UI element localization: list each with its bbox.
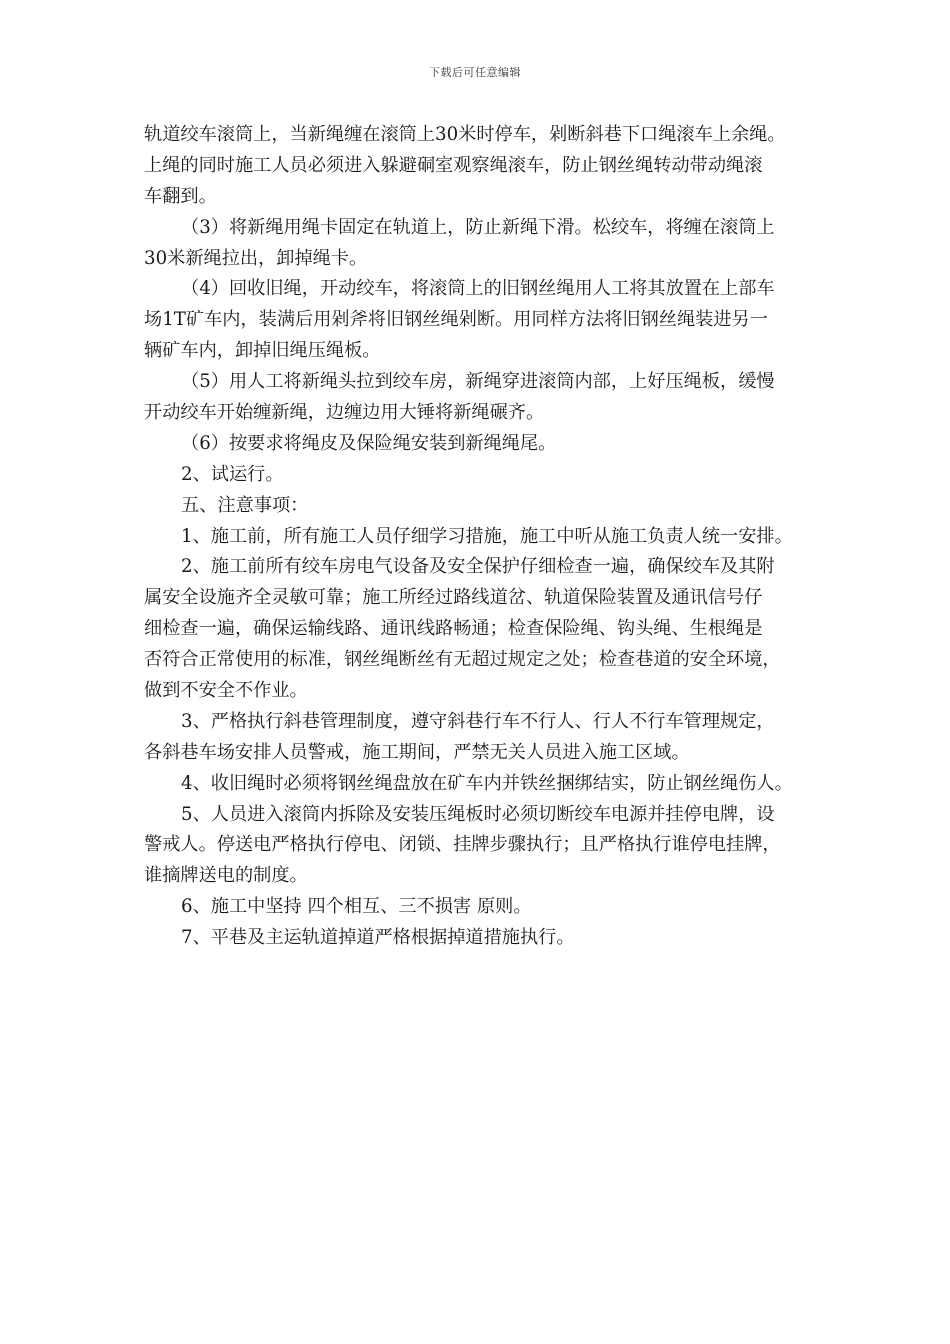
text-line: 场1T矿车内，装满后用剁斧将旧钢丝绳剁断。用同样方法将旧钢丝绳装进另一 (144, 309, 768, 331)
text-line: 开动绞车开始缠新绳，边缠边用大锤将新绳碾齐。 (144, 402, 545, 424)
text-line: （3）将新绳用绳卡固定在轨道上，防止新绳下滑。松绞车，将缠在滚筒上 (181, 216, 775, 238)
text-line: 4、收旧绳时必须将钢丝绳盘放在矿车内并铁丝捆绑结实，防止钢丝绳伤人。 (181, 772, 793, 794)
text-line: 30米新绳拉出，卸掉绳卡。 (144, 247, 368, 269)
text-line: 属安全设施齐全灵敏可靠；施工所经过路线道岔、轨道保险装置及通讯信号仔 (144, 587, 763, 609)
text-line: 2、试运行。 (181, 463, 284, 485)
text-line: （5）用人工将新绳头拉到绞车房，新绳穿进滚筒内部，上好压绳板，缓慢 (181, 371, 775, 393)
text-line: （6）按要求将绳皮及保险绳安装到新绳绳尾。 (181, 432, 557, 454)
text-line: 否符合正常使用的标准，钢丝绳断丝有无超过规定之处；检查巷道的安全环境， (144, 649, 781, 671)
text-line: 做到不安全不作业。 (144, 680, 308, 702)
text-line: 谁摘牌送电的制度。 (144, 865, 308, 887)
section-heading: 五、注意事项： (181, 494, 309, 516)
text-line: 细检查一遍，确保运输线路、通讯线路畅通；检查保险绳、钩头绳、生根绳是 (144, 618, 763, 640)
document-body (144, 120, 816, 954)
text-line: 各斜巷车场安排人员警戒，施工期间，严禁无关人员进入施工区域。 (144, 741, 690, 763)
text-line: 轨道绞车滚筒上，当新绳缠在滚筒上30米时停车，剁断斜巷下口绳滚车上余绳。 (144, 124, 786, 145)
text-line: 2、施工前所有绞车房电气设备及安全保护仔细检查一遍，确保绞车及其附 (181, 556, 775, 578)
page-header: 下载后可任意编辑 (429, 66, 521, 79)
text-line: 警戒人。停送电严格执行停电、闭锁、挂牌步骤执行；且严格执行谁停电挂牌， (144, 834, 781, 856)
text-line: 辆矿车内，卸掉旧绳压绳板。 (144, 340, 381, 362)
text-line: 车翻到。 (144, 185, 217, 207)
text-line: 6、施工中坚持 四个相互、三不损害 原则。 (181, 896, 532, 918)
text-line: （4）回收旧绳，开动绞车，将滚筒上的旧钢丝绳用人工将其放置在上部车 (181, 278, 775, 300)
text-line: 7、平巷及主运轨道掉道严格根据掉道措施执行。 (181, 927, 575, 949)
text-line: 上绳的同时施工人员必须进入躲避硐室观察绳滚车，防止钢丝绳转动带动绳滚 (144, 154, 763, 176)
text-line: 1、施工前，所有施工人员仔细学习措施，施工中听从施工负责人统一安排。 (181, 525, 793, 547)
text-line: 3、严格执行斜巷管理制度，遵守斜巷行车不行人、行人不行车管理规定， (181, 710, 775, 732)
text-line: 5、人员进入滚筒内拆除及安装压绳板时必须切断绞车电源并挂停电牌，设 (181, 803, 775, 825)
